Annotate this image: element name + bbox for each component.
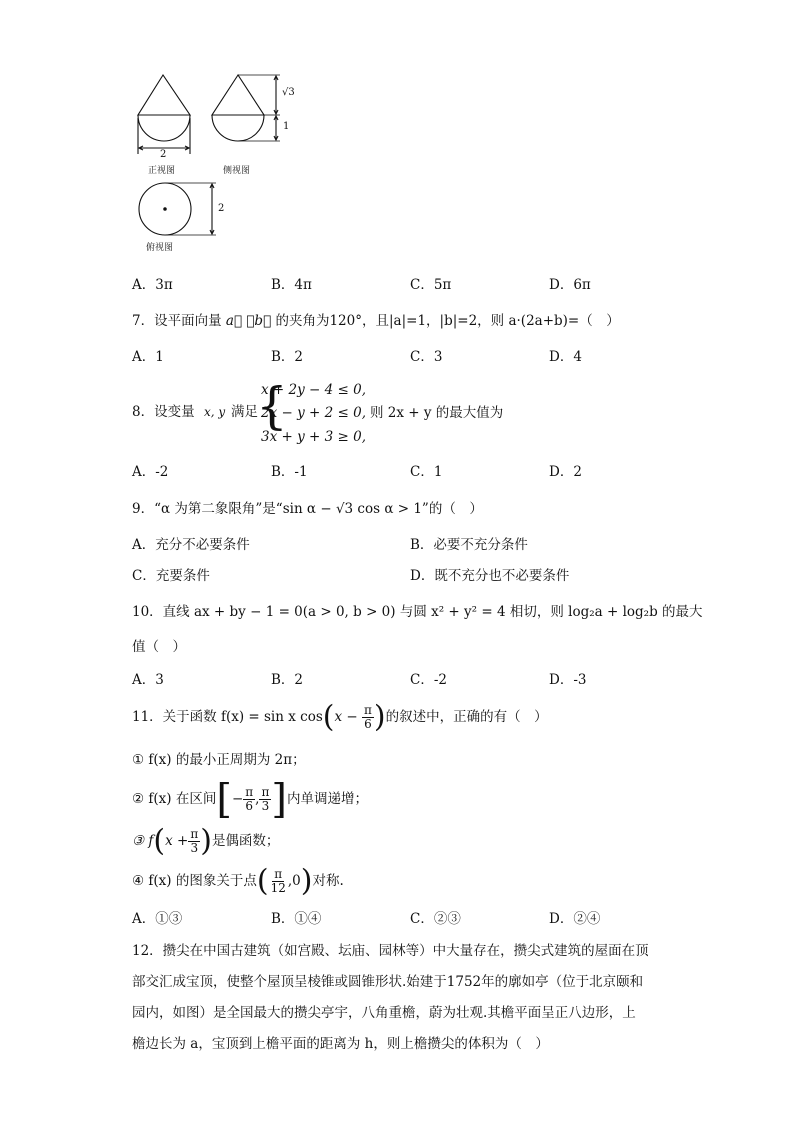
q11-s3-paren-left: (: [153, 823, 166, 859]
q11-s2-frac-2: [259, 786, 271, 813]
height-one-label: 1: [283, 121, 290, 132]
q6-option-c[interactable]: C．5π: [410, 277, 452, 293]
q11-stem-start: 11．关于函数 f(x) = sin x cos: [132, 709, 323, 725]
q11-s4-frac-den: 12: [270, 881, 286, 895]
top-view-label: 俯视图: [146, 243, 174, 253]
q11-s2-frac1-den: 6: [245, 799, 254, 813]
top-view: [139, 183, 216, 235]
q11-s4-frac-num: π: [274, 867, 283, 881]
q11-s3-start: ③ f: [132, 833, 154, 849]
q11-option-d[interactable]: D．②④: [549, 911, 601, 927]
q6-option-d[interactable]: D．6π: [549, 277, 591, 293]
q9-option-b[interactable]: B．必要不充分条件: [410, 537, 528, 553]
q11-s2-frac-1: [243, 786, 255, 813]
q12-line-4: 檐边长为 a，宝顶到上檐平面的距离为 h，则上檐攒尖的体积为（ ）: [132, 1036, 549, 1052]
q11-frac-den: 6: [364, 717, 372, 731]
q7-option-d[interactable]: D．4: [549, 349, 582, 365]
q8-option-a[interactable]: A．-2: [132, 464, 169, 480]
q11-s4-paren-right: ): [300, 863, 313, 899]
q7-vectors: a⃗ ，b⃗: [225, 313, 276, 329]
front-view: [138, 75, 190, 154]
q10-option-b[interactable]: B．2: [271, 672, 304, 688]
q8-cond: 满足: [231, 404, 258, 420]
q11-s2-bracket-left: [: [216, 776, 232, 823]
three-view-drawing: [0, 0, 794, 270]
q11-fraction-pi-6: [362, 704, 374, 731]
q8-constraint-2: 2x − y + 2 ≤ 0,: [261, 405, 366, 421]
q9-option-d[interactable]: D．既不充分也不必要条件: [410, 568, 570, 584]
q8-prefix: 8．设变量: [132, 404, 195, 420]
q11-paren-right: ): [373, 699, 386, 735]
q11-s4-paren-left: (: [256, 863, 269, 899]
q12-line-2: 部交汇成宝顶，使整个屋顶呈棱锥或圆锥形状.始建于1752年的廓如亭（位于北京颐和: [132, 974, 644, 990]
q11-stem-arg: x −: [334, 709, 358, 725]
q11-s2-frac1-num: π: [245, 785, 254, 799]
q7-option-b[interactable]: B．2: [271, 349, 304, 365]
q10-stem-line1: 10．直线 ax + by − 1 = 0(a > 0, b > 0) 与圆 x² + y² = 4 相切，则 log₂a + log₂b 的最大: [132, 604, 703, 620]
q8-suffix: 则 2x + y 的最大值为: [370, 405, 504, 421]
q8-option-b[interactable]: B．-1: [271, 464, 308, 480]
q11-s3-end: 是偶函数；: [211, 833, 280, 849]
q9-option-c[interactable]: C．充要条件: [132, 568, 210, 584]
q7-option-a[interactable]: A．1: [132, 349, 164, 365]
q11-statement-3: [132, 823, 280, 859]
q12-line-3: 园内，如图）是全国最大的攒尖亭宇，八角重檐，蔚为壮观.其檐平面呈正八边形，上: [132, 1005, 636, 1021]
q11-s2-start: ② f(x) 在区间: [132, 791, 217, 807]
q11-s4-frac: [269, 868, 288, 895]
q11-paren-left: (: [322, 699, 335, 735]
q11-s3-arg: x +: [165, 833, 189, 849]
q11-stem: [132, 699, 548, 735]
q11-s2-frac2-num: π: [261, 785, 270, 799]
q11-statement-1: ① f(x) 的最小正周期为 2π；: [132, 752, 306, 768]
q10-stem-line2: 值（ ）: [132, 639, 186, 655]
q11-statement-2: ② f(x) 在区间[− $\frac{\pi}{6}$ , $\frac{\pi}{3}$ ]内单调递增；: [132, 776, 368, 823]
q11-s3-frac-num: π: [190, 827, 199, 841]
q11-s3-frac-den: 3: [190, 841, 199, 855]
q8-option-d[interactable]: D．2: [549, 464, 582, 480]
front-width-label: 2: [160, 149, 167, 160]
q12-line-1: 12．攒尖在中国古建筑（如宫殿、坛庙、园林等）中大量存在，攒尖式建筑的屋面在顶: [132, 943, 649, 959]
q11-s4-zero: ,0: [287, 873, 301, 889]
q10-option-c[interactable]: C．-2: [410, 672, 447, 688]
q6-option-b[interactable]: B．4π: [271, 277, 312, 293]
q9-stem: 9．“α 为第二象限角”是“sin α − √3 cos α > 1”的（ ）: [132, 501, 483, 517]
q10-option-d[interactable]: D．-3: [549, 672, 587, 688]
q10-option-a[interactable]: A．3: [132, 672, 164, 688]
q11-s2-bracket-right: ]: [271, 776, 287, 823]
top-dim-label: 2: [218, 203, 225, 214]
q8-constraint-3: 3x + y + 3 ≥ 0,: [261, 429, 366, 445]
q11-stem-end: 的叙述中，正确的有（ ）: [385, 709, 548, 725]
q7-stem-start: 7．设平面向量: [132, 313, 222, 329]
q11-s4-end: 对称.: [312, 873, 344, 889]
q8-option-c[interactable]: C．1: [410, 464, 443, 480]
q11-s4-start: ④ f(x) 的图象关于点: [132, 873, 257, 889]
q11-statement-4: [132, 863, 344, 899]
q11-s3-frac: [188, 828, 200, 855]
q7-option-c[interactable]: C．3: [410, 349, 443, 365]
q11-option-b[interactable]: B．①④: [271, 911, 322, 927]
side-view: [212, 75, 280, 141]
q7-stem-rest: 的夹角为120°，且|a|=1，|b|=2，则 a·(2a+b)=（ ）: [275, 313, 620, 329]
q8-constraint-1: x + 2y − 4 ≤ 0,: [261, 382, 366, 398]
sqrt3-label: √3: [282, 87, 295, 98]
q6-option-a[interactable]: A．3π: [132, 277, 173, 293]
q11-s3-paren-right: ): [200, 823, 212, 859]
q11-s2-minus: −: [231, 791, 244, 807]
q11-frac-num: π: [364, 703, 372, 717]
side-view-label: 侧视图: [223, 166, 251, 176]
q8-brace: {: [256, 377, 288, 435]
q11-option-a[interactable]: A．①③: [132, 911, 183, 927]
q9-option-a[interactable]: A．充分不必要条件: [132, 537, 250, 553]
front-view-label: 正视图: [148, 166, 176, 176]
q11-s2-end: 内单调递增；: [286, 791, 368, 807]
q11-option-c[interactable]: C．②③: [410, 911, 461, 927]
q8-vars: x, y: [204, 405, 226, 419]
q11-s2-frac2-den: 3: [261, 799, 270, 813]
